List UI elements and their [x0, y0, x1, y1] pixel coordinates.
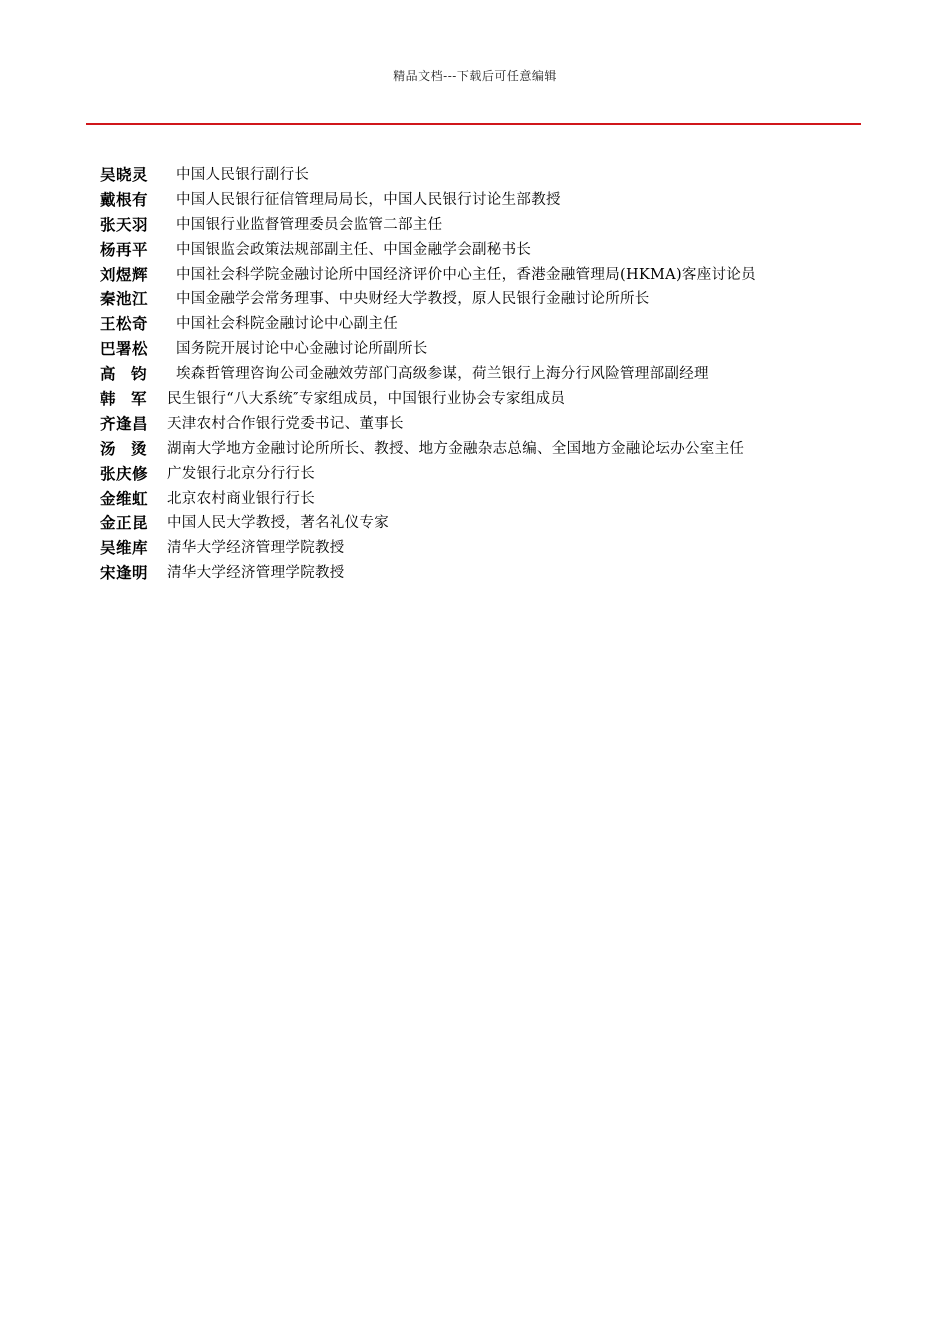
- person-title: 中国金融学会常务理事、中央财经大学教授，原人民银行金融讨论所所长: [176, 291, 650, 308]
- person-title: 中国社会科院金融讨论中心副主任: [176, 316, 398, 333]
- person-name: 宋逢明: [100, 564, 149, 583]
- person-title: 清华大学经济管理学院教授: [167, 565, 345, 582]
- person-name: 刘煜辉: [100, 265, 149, 284]
- person-title: 国务院开展讨论中心金融讨论所副所长: [176, 341, 428, 358]
- person-title: 清华大学经济管理学院教授: [167, 540, 345, 557]
- person-title: 中国人民大学教授，著名礼仪专家: [167, 515, 389, 532]
- roster-row: [100, 511, 880, 536]
- roster-row: [100, 536, 880, 561]
- roster-row: [100, 213, 880, 238]
- roster-row: [100, 263, 880, 288]
- header-divider: [86, 123, 861, 125]
- person-title: 中国人民银行征信管理局局长，中国人民银行讨论生部教授: [176, 191, 561, 208]
- roster-row: [100, 238, 880, 263]
- person-name: 汤 烫: [100, 439, 147, 458]
- roster-row: [100, 437, 880, 462]
- person-name: 吴晓灵: [100, 166, 149, 184]
- person-title: 天津农村合作银行党委书记、董事长: [167, 415, 404, 432]
- roster-row: [100, 412, 880, 437]
- roster-row: [100, 337, 880, 362]
- person-name: 王松奇: [100, 315, 149, 334]
- roster-row: [100, 362, 880, 387]
- roster-row: [100, 163, 880, 188]
- person-title: 中国银监会政策法规部副主任、中国金融学会副秘书长: [176, 241, 532, 258]
- person-name: 戴根有: [100, 190, 149, 209]
- person-name: 齐逢昌: [100, 414, 149, 433]
- page-header-text: 精品文档---下载后可任意编辑: [393, 69, 557, 83]
- person-name: 杨再平: [100, 240, 149, 259]
- person-name: 秦池江: [100, 290, 149, 309]
- person-name: 金正昆: [100, 514, 149, 533]
- roster-row: [100, 287, 880, 312]
- person-name: 吴维库: [100, 539, 149, 558]
- person-name: 张天羽: [100, 215, 149, 234]
- person-title: 北京农村商业银行行长: [167, 490, 315, 507]
- person-title: 湖南大学地方金融讨论所所长、教授、地方金融杂志总编、全国地方金融论坛办公室主任: [167, 440, 745, 457]
- person-name: 巴署松: [100, 340, 149, 359]
- expert-roster: [100, 163, 880, 586]
- person-title: 民生银行“八大系统″专家组成员，中国银行业协会专家组成员: [167, 391, 566, 408]
- person-name: 金维虹: [100, 489, 149, 508]
- person-name: 张庆修: [100, 464, 149, 483]
- roster-row: [100, 387, 880, 412]
- person-name: 高 钧: [100, 365, 147, 384]
- person-name: 韩 军: [100, 390, 147, 409]
- person-title: 中国社会科学院金融讨论所中国经济评价中心主任，香港金融管理局(HKMA)客座讨论员: [176, 266, 756, 283]
- person-title: 广发银行北京分行行长: [167, 465, 315, 482]
- roster-row: [100, 487, 880, 512]
- roster-row: [100, 561, 880, 586]
- roster-row: [100, 188, 880, 213]
- roster-row: [100, 312, 880, 337]
- roster-row: [100, 462, 880, 487]
- person-title: 中国银行业监督管理委员会监管二部主任: [176, 216, 443, 233]
- person-title: 埃森哲管理咨询公司金融效劳部门高级参谋，荷兰银行上海分行风险管理部副经理: [176, 366, 709, 383]
- person-title: 中国人民银行副行长: [176, 167, 310, 183]
